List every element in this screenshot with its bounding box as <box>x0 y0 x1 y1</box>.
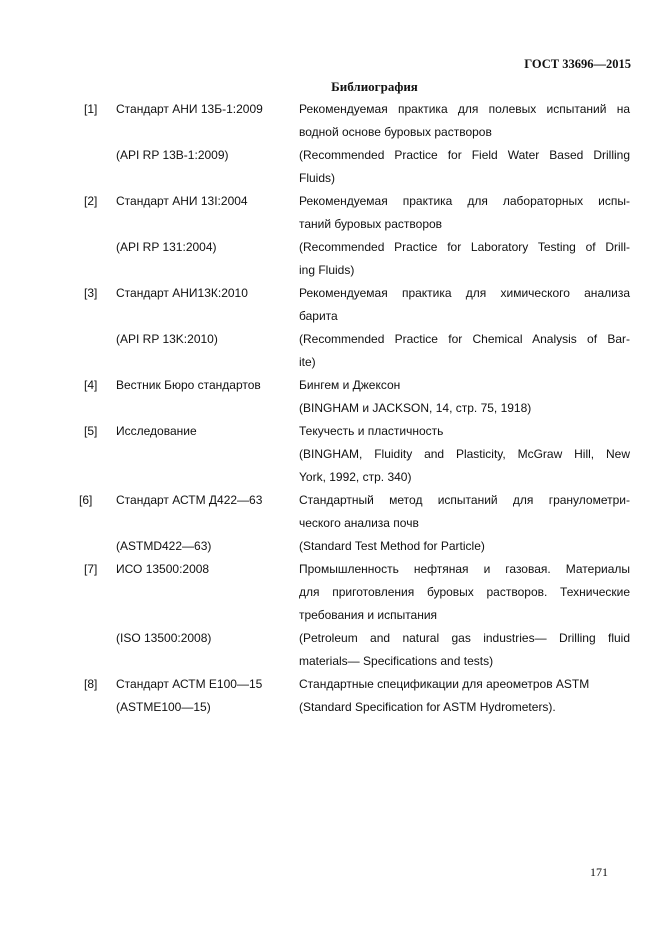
entry-description: для приготовления буровых растворов. Технические <box>299 585 630 599</box>
bibliography-entry <box>0 673 661 719</box>
entry-description: Стандартный метод испытаний для гранулометри- <box>299 493 630 507</box>
entry-designation: (ASTME100—15) <box>116 700 211 714</box>
entry-number: [8] <box>84 677 98 691</box>
entry-line <box>0 466 661 489</box>
entry-description: Fluids) <box>299 171 336 185</box>
entry-description: (Recommended Practice for Laboratory Testing of Drill- <box>299 240 630 254</box>
entry-description: Рекомендуемая практика для полевых испытаний на <box>299 102 630 116</box>
bibliography-entry <box>0 190 661 282</box>
entry-description: (Recommended Practice for Chemical Analysis of Bar- <box>299 332 630 346</box>
entry-description: (Petroleum and natural gas industries— Drilling fluid <box>299 631 630 645</box>
bibliography-entry <box>0 374 661 420</box>
entry-designation: Стандарт АНИ13К:2010 <box>116 286 248 300</box>
entry-line <box>0 420 661 443</box>
entry-line <box>0 190 661 213</box>
entry-description: барита <box>299 309 338 323</box>
entry-description: требования и испытания <box>299 608 438 622</box>
entry-number: [7] <box>84 562 98 576</box>
entry-description: (Recommended Practice for Field Water Based Drilling <box>299 148 630 162</box>
entry-description: Рекомендуемая практика для химического анализа <box>299 286 630 300</box>
entry-line <box>0 305 661 328</box>
page-number: 171 <box>590 865 608 879</box>
bibliography-entry <box>0 282 661 374</box>
entry-line <box>0 512 661 535</box>
entry-designation: (API RP 13K:2010) <box>116 332 218 346</box>
entry-description: Бингем и Джексон <box>299 378 401 392</box>
entry-designation: (ASTMD422—63) <box>116 539 212 553</box>
entry-line <box>0 581 661 604</box>
entry-line <box>0 558 661 581</box>
bibliography-entry <box>0 558 661 673</box>
page-title: Библиография <box>331 79 418 94</box>
bibliography-entry <box>0 489 661 558</box>
entry-designation: (API RP 13B-1:2009) <box>116 148 229 162</box>
entry-designation: (ISO 13500:2008) <box>116 631 212 645</box>
entry-number: [1] <box>84 102 98 116</box>
entry-designation: Стандарт АНИ 13Б-1:2009 <box>116 102 263 116</box>
entry-description: Стандартные спецификации для ареометров ASTM <box>299 677 590 691</box>
entry-number: [5] <box>84 424 98 438</box>
entry-line <box>0 328 661 351</box>
entry-line <box>0 282 661 305</box>
entry-line <box>0 489 661 512</box>
bibliography-entry <box>0 98 661 190</box>
entry-line <box>0 397 661 420</box>
entry-description: (BINGHAM и JACKSON, 14, стр. 75, 1918) <box>299 401 532 415</box>
entry-number: [6] <box>79 493 93 507</box>
entry-description: водной основе буровых растворов <box>299 125 492 139</box>
entry-designation: Стандарт АНИ 13I:2004 <box>116 194 248 208</box>
entry-line <box>0 374 661 397</box>
entry-line <box>0 604 661 627</box>
entry-line <box>0 696 661 719</box>
entry-line <box>0 627 661 650</box>
entry-designation: Стандарт АСТМ Д422—63 <box>116 493 263 507</box>
entry-designation: (API RP 131:2004) <box>116 240 217 254</box>
entry-description: ческого анализа почв <box>299 516 419 530</box>
entry-description: ite) <box>299 355 316 369</box>
entry-number: [4] <box>84 378 98 392</box>
entry-description: (Standard Test Method for Particle) <box>299 539 485 553</box>
entry-line <box>0 650 661 673</box>
entry-line <box>0 144 661 167</box>
entry-description: materials— Specifications and tests) <box>299 654 494 668</box>
entry-description: Промышленность нефтяная и газовая. Материалы <box>299 562 630 576</box>
entry-line <box>0 351 661 374</box>
entry-line <box>0 98 661 121</box>
entry-number: [3] <box>84 286 98 300</box>
entry-designation: Исследование <box>116 424 197 438</box>
entry-line <box>0 259 661 282</box>
entry-description: (BINGHAM, Fluidity and Plasticity, McGraw Hill, New <box>299 447 630 461</box>
entry-line <box>0 167 661 190</box>
entry-line <box>0 673 661 696</box>
entry-line <box>0 535 661 558</box>
entry-line <box>0 443 661 466</box>
bibliography-entry <box>0 420 661 489</box>
entry-line <box>0 121 661 144</box>
entry-description: Текучесть и пластичность <box>299 424 444 438</box>
entry-description: ing Fluids) <box>299 263 355 277</box>
entry-number: [2] <box>84 194 98 208</box>
entry-description: Рекомендуемая практика для лабораторных испы- <box>299 194 630 208</box>
entry-designation: Стандарт АСТМ Е100—15 <box>116 677 263 691</box>
entry-description: York, 1992, стр. 340) <box>299 470 412 484</box>
entry-line <box>0 213 661 236</box>
entry-line <box>0 236 661 259</box>
entry-description: (Standard Specification for ASTM Hydrometers). <box>299 700 556 714</box>
entry-description: таний буровых растворов <box>299 217 443 231</box>
entry-designation: ИСО 13500:2008 <box>116 562 210 576</box>
standard-designation: ГОСТ 33696—2015 <box>524 57 631 71</box>
entry-designation: Вестник Бюро стандартов <box>116 378 261 392</box>
bibliography-list <box>0 98 661 719</box>
